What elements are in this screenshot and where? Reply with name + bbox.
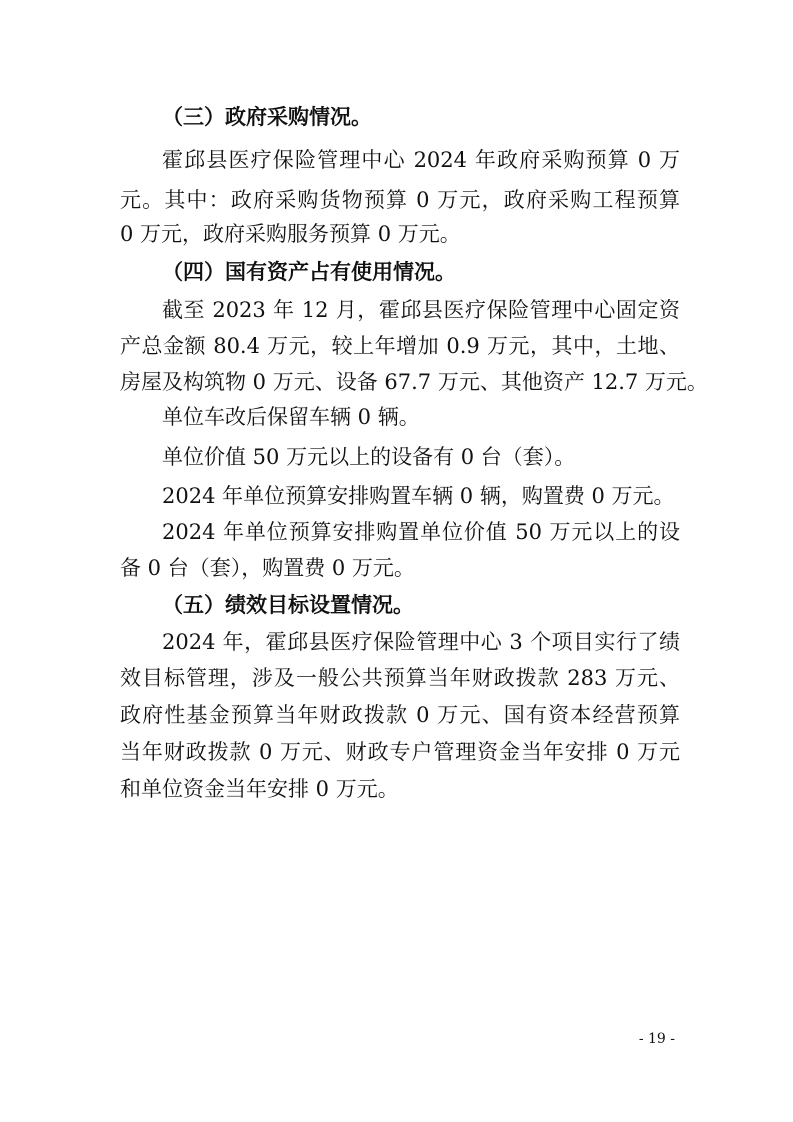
section-heading-government-procurement: （三）政府采购情况。 bbox=[162, 104, 372, 129]
page-number: - 19 - bbox=[638, 1031, 675, 1047]
paragraph-line: 2024 年，霍邱县医疗保险管理中心 3 个项目实行了绩 bbox=[162, 630, 680, 654]
paragraph-line: 单位车改后保留车辆 0 辆。 bbox=[162, 405, 420, 429]
paragraph-line: 2024 年单位预算安排购置单位价值 50 万元以上的设 bbox=[162, 520, 680, 544]
paragraph-line: 产总金额 80.4 万元，较上年增加 0.9 万元，其中，土地、 bbox=[120, 334, 680, 358]
section-heading-performance-goals: （五）绩效目标设置情况。 bbox=[162, 592, 414, 617]
section-heading-state-assets: （四）国有资产占有使用情况。 bbox=[162, 259, 456, 284]
paragraph-line: 霍邱县医疗保险管理中心 2024 年政府采购预算 0 万 bbox=[162, 148, 680, 172]
paragraph-line: 截至 2023 年 12 月，霍邱县医疗保险管理中心固定资 bbox=[162, 298, 680, 322]
paragraph-line: 当年财政拨款 0 万元、财政专户管理资金当年安排 0 万元 bbox=[120, 740, 680, 764]
paragraph-line: 政府性基金预算当年财政拨款 0 万元、国有资本经营预算 bbox=[120, 703, 680, 727]
paragraph-line: 元。其中：政府采购货物预算 0 万元，政府采购工程预算 bbox=[120, 188, 680, 212]
paragraph-line: 0 万元，政府采购服务预算 0 万元。 bbox=[120, 222, 461, 246]
paragraph-line: 单位价值 50 万元以上的设备有 0 台（套）。 bbox=[162, 445, 576, 469]
paragraph-line: 效目标管理，涉及一般公共预算当年财政拨款 283 万元、 bbox=[120, 666, 680, 690]
paragraph-line: 和单位资金当年安排 0 万元。 bbox=[120, 777, 399, 801]
paragraph-line: 备 0 台（套），购置费 0 万元。 bbox=[120, 556, 415, 580]
paragraph-line: 2024 年单位预算安排购置车辆 0 辆，购置费 0 万元。 bbox=[162, 484, 675, 508]
paragraph-line: 房屋及构筑物 0 万元、设备 67.7 万元、其他资产 12.7 万元。 bbox=[120, 370, 708, 394]
